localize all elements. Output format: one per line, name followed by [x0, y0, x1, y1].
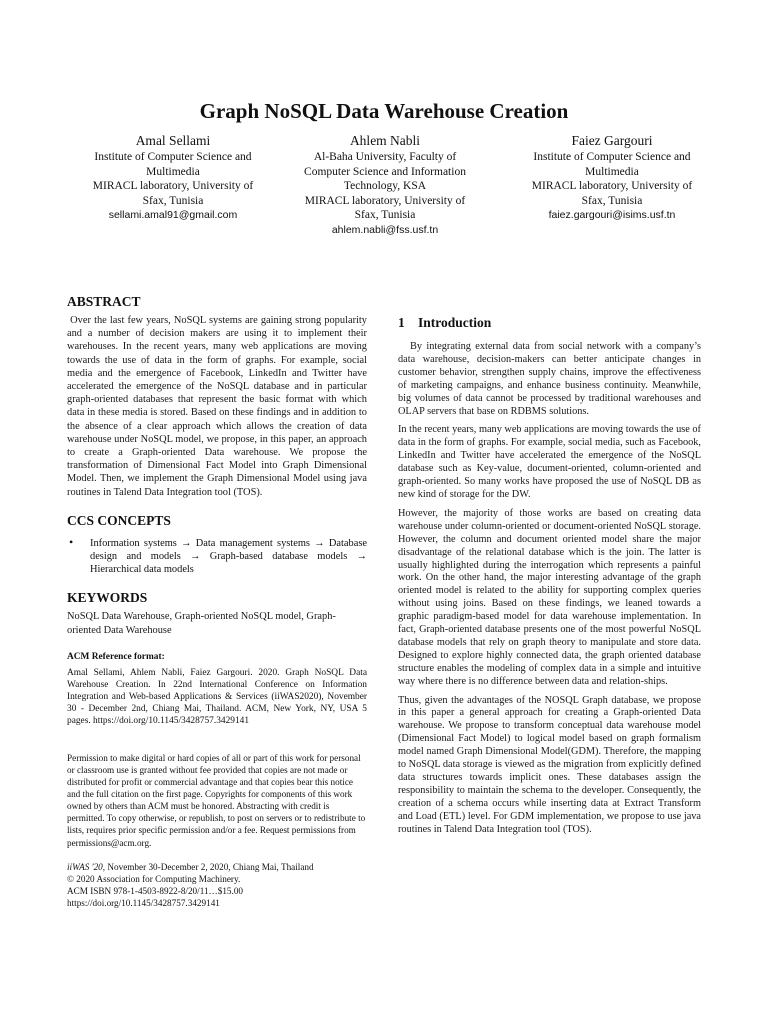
abstract-heading: ABSTRACT [67, 294, 141, 309]
author-affiliation-line: MIRACL laboratory, University of [92, 180, 254, 193]
keywords-heading: KEYWORDS [67, 590, 148, 606]
acm-reference-label: ACM Reference format: [67, 651, 165, 662]
author-block-3 [510, 132, 714, 223]
author-affiliation-line: MIRACL laboratory, University of [531, 180, 693, 193]
author-email[interactable]: faiez.gargouri@isims.usf.tn [548, 209, 676, 222]
author-affiliation-line: Sfax, Tunisia [354, 209, 416, 222]
abstract-text: Over the last few years, NoSQL systems are gaining strong popularity and a number of decision makers are using it to implement their warehouses. In the recent years, many web applications are moving towards the use of data in the form of graphs. For example, social media and the emergence of Facebook, LinkedIn and Twitter have accelerated the emergence of the NoSQL database and in particular graph-oriented databases that represent the basic format with which data in these media is stored. Based on these findings and in addition to the absence of a clear approach which allows the creation of data warehouse under NoSQL model, we propose, in this paper, an approach to create a Graph-oriented Data warehouse. We propose the transformation of Dimensional Fact Model into Graph Dimensional Model. Then, we implement the Graph Dimensional Model using java routines in Talend Data Integration tool (TOS). [67, 315, 370, 498]
bullet-icon: • [69, 534, 74, 549]
author-affiliation-line: Technology, KSA [343, 180, 427, 193]
copyright-footer [67, 861, 367, 909]
author-affiliation-line: Computer Science and Information [304, 165, 466, 178]
author-email[interactable]: ahlem.nabli@fss.usf.tn [331, 223, 439, 236]
author-block-1 [62, 132, 284, 223]
intro-paragraph: In the recent years, many web applications are moving towards the use of data in the form of graphs. For example, social media, such as Facebook, LinkedIn and Twitter have accelerated the emergence of the NoSQL database such as Key-value, document-oriented, column-oriented and graph-oriented. So many works have proposed the use of NoSQL DB as new kind of storage for the DW. [398, 424, 701, 500]
keywords-text: NoSQL Data Warehouse, Graph-oriented NoSQL model, Graph-oriented Data Warehouse [67, 611, 336, 636]
permission-block [67, 752, 367, 849]
author-name: Amal Sellami [135, 133, 211, 148]
author-affiliation-line: MIRACL laboratory, University of [304, 194, 466, 207]
ccs-heading: CCS CONCEPTS [67, 512, 171, 528]
intro-heading [398, 315, 701, 331]
ccs-item [67, 534, 367, 577]
section-number: 1 [398, 315, 405, 330]
paper-title: Graph NoSQL Data Warehouse Creation [199, 99, 569, 123]
author-affiliation-line: Institute of Computer Science and [533, 151, 691, 163]
author-affiliation-line: Institute of Computer Science and [94, 151, 252, 163]
section-title: Introduction [418, 315, 492, 330]
author-affiliation-line: Al-Baha University, Faculty of [313, 151, 457, 163]
permission-text: Permission to make digital or hard copies of all or part of this work for personal or classroom use is granted without fee provided that copies are not made or distributed for profit or commercial advantage and that copies bear this notice and the full citation on the first page. Copyrights for components of this work owned by others than ACM must be honored. Abstracting with credit is permitted. To copy otherwise, or republish, to post on servers or to redistribute to lists, requires prior specific permission and/or a fee. Request permissions from permissions@acm.org. [67, 752, 366, 848]
intro-paragraph: However, the majority of those works are based on creating data warehouse under column-oriented or document-oriented NoSQL storage. However, the column and document oriented model share the major disadvantage of the relational database which is the join. The latter is usually highlighted during the interrogation which represents a painful work. On the other hand, the major interesting advantage of the graph oriented model is related to the ability for supporting complex queries without using joins. Based on these findings, we leaned towards a graphic paradigm-based model for data warehouse implementation. In fact, Graph-oriented database presents one of the most powerful NoSQL database models that rely on graph theory to manipulate and store data. Designed to explore highly connected data, the graph oriented database structure enables the modeling of complex data in a simple and intuitive way where there is no difference between data and relation-ships. [398, 507, 701, 687]
right-column [398, 315, 701, 843]
footer-doi[interactable]: https://doi.org/10.1145/3428757.3429141 [67, 897, 220, 908]
ccs-list [67, 534, 367, 577]
intro-paragraph: By integrating external data from social network with a company’s data warehouse, decision-makers can better anticipate changes in customer behavior, strengthen supply chains, improve the effectiveness of marketing campaigns, and enhance business continuity. Meanwhile, big volumes of data cannot be processed by traditional warehouses and OLAP servers that base on RDBMS solutions. [398, 341, 701, 417]
footer-venue-details: , November 30-December 2, 2020, Chiang Mai, Thailand [102, 861, 314, 872]
author-block-2 [283, 132, 487, 238]
ccs-item-text: Information systems → Data management systems → Database design and models → Graph-based database models → Hierarchical data models [90, 537, 367, 576]
author-name: Faiez Gargouri [571, 133, 653, 148]
footer-venue-abbrev: iiWAS '20 [67, 861, 103, 872]
author-affiliation-line: Sfax, Tunisia [142, 194, 204, 207]
author-affiliation-line: Multimedia [585, 165, 639, 178]
intro-paragraph: Thus, given the advantages of the NOSQL Graph database, we propose in this paper a general approach for creating a Graph-oriented Data warehouse. We propose to transform conceptual data warehouse model (Dimensional Fact Model) to logical model based on graph formalism model named Graph Dimensional Model(GDM). Therefore, the mapping to NoSQL data storage is viewed as the migration from explicitly defined data structures towards implicit ones. These databases assign the responsibility to maintain the schema to the developer. Consequently, the creation of a schema occurs while inserting data at Extract Transform and Load (ETL) level. For GDM implementation, we propose to use java routines in Talend Data Integration tool (TOS). [398, 694, 701, 835]
author-affiliation-line: Sfax, Tunisia [581, 194, 643, 207]
footer-isbn: ACM ISBN 978-1-4503-8922-8/20/11…$15.00 [67, 885, 244, 896]
author-affiliation-line: Multimedia [146, 165, 200, 178]
left-column [67, 294, 370, 909]
author-email[interactable]: sellami.amal91@gmail.com [108, 209, 238, 222]
footer-venue [67, 861, 367, 873]
footer-copyright: © 2020 Association for Computing Machinery. [67, 873, 241, 884]
acm-reference-text: Amal Sellami, Ahlem Nabli, Faiez Gargouri. 2020. Graph NoSQL Data Warehouse Creation. In 22nd International Conference on Information Integration and Web-based Applications & Services (iiWAS2020), November 30 - December 2nd, Chiang Mai, Thailand. ACM, New York, NY, USA 5 pages. https://doi.org/10.1145/3428757.3429141 [67, 667, 367, 726]
acm-reference [67, 652, 367, 727]
author-name: Ahlem Nabli [349, 133, 421, 148]
